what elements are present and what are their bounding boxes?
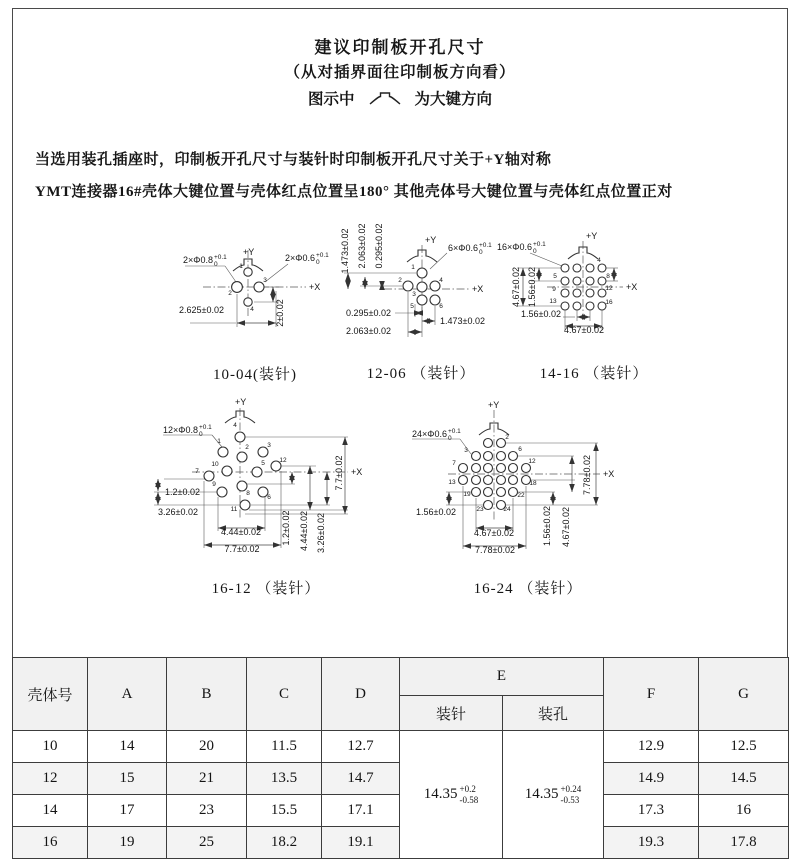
pin-hole (472, 464, 481, 473)
pin-hole (509, 452, 518, 461)
dimension-label: 12×Φ0.8 (163, 425, 198, 435)
dimension-label: +X (472, 284, 484, 294)
dimension-label: +X (603, 469, 615, 479)
dimension-label: 6 (267, 494, 271, 501)
pin-hole (497, 464, 506, 473)
pin-hole (586, 277, 594, 285)
pin-hole (573, 277, 581, 285)
pin-hole (561, 277, 569, 285)
dimension-label: 4.67±0.02 (561, 507, 571, 547)
page-title: 建议印制板开孔尺寸 (314, 38, 486, 57)
pin-hole (472, 452, 481, 461)
cell-c: 11.5 (247, 731, 322, 763)
pin-hole (417, 282, 427, 292)
cell-shell: 16 (13, 827, 88, 859)
pin-hole (497, 488, 506, 497)
dimension-label: 1.56±0.02 (527, 267, 537, 307)
col-header-f: F (604, 658, 699, 731)
dimension-label: 9 (212, 481, 216, 488)
diagram-16-12-pin-layout (140, 395, 400, 605)
diagram-caption: 12-06 （装针） (366, 366, 476, 382)
dimension-label: 0 (213, 261, 218, 268)
pin-hole (484, 488, 493, 497)
e-pin-tol-stack (460, 784, 479, 805)
legend-prefix: 图示中 (307, 91, 355, 108)
e-hole-tol-stack (560, 784, 581, 805)
dimension-label: +0.1 (198, 424, 212, 431)
dimension-label: 16×Φ0.6 (497, 242, 532, 252)
pin-hole (252, 467, 262, 477)
pin-hole (598, 277, 606, 285)
pin-hole (237, 452, 247, 462)
pin-hole (497, 439, 506, 448)
pin-hole (497, 476, 506, 485)
dimension-label: +X (309, 282, 321, 292)
dimension-label: 4 (597, 257, 601, 264)
note-key-position: YMT连接器16#壳体大键位置与壳体红点位置呈180° 其他壳体号大键位置与壳体红点位置正对 (35, 184, 673, 200)
diagram-caption: 10-04(装针) (213, 367, 297, 383)
col-header-a: A (88, 658, 167, 731)
pin-hole (509, 476, 518, 485)
pin-hole (598, 264, 606, 272)
pin-hole (484, 452, 493, 461)
dimension-label: 6 (439, 303, 443, 310)
cell-f: 12.9 (604, 731, 699, 763)
dimension-label: 1 (239, 263, 243, 270)
dimension-label: 2.063±0.02 (346, 326, 391, 336)
dimension-label: 1.473±0.02 (340, 228, 350, 274)
big-key-icon (368, 92, 402, 105)
cell-a: 17 (88, 795, 167, 827)
dimension-label: +0.1 (315, 252, 329, 259)
dimension-label: 5 (553, 273, 557, 280)
dimension-label: 0 (198, 431, 203, 438)
col-header-e-hole: 装孔 (503, 696, 604, 731)
pin-hole (561, 264, 569, 272)
pin-hole (586, 302, 594, 310)
dimension-label: 2×Φ0.8 (183, 255, 213, 265)
dimension-label: 3.26±0.02 (158, 507, 198, 517)
col-header-g: G (699, 658, 789, 731)
cell-shell: 10 (13, 731, 88, 763)
pin-hole (484, 464, 493, 473)
diagram-caption: 14-16 （装针） (539, 366, 649, 382)
dimension-label: 7 (452, 460, 456, 467)
dimension-label: +Y (243, 247, 255, 257)
dimension-label: 3.26±0.02 (316, 513, 326, 553)
cell-b: 23 (167, 795, 247, 827)
pin-hole (561, 289, 569, 297)
dimension-label: +0.1 (532, 241, 546, 248)
dimension-label: 0.295±0.02 (374, 223, 384, 269)
dimension-label: 12 (528, 458, 536, 465)
cell-f: 17.3 (604, 795, 699, 827)
dimension-label: 2±0.02 (275, 299, 285, 327)
cell-g: 14.5 (699, 763, 789, 795)
pin-hole (586, 289, 594, 297)
cell-a: 14 (88, 731, 167, 763)
pin-hole (232, 282, 243, 293)
dimension-label: 2 (228, 290, 232, 297)
construction-line (225, 266, 236, 282)
pin-hole (403, 281, 413, 291)
dimension-label: 13 (448, 479, 456, 486)
dimension-label: +0.1 (213, 254, 227, 261)
dimension-label: 3 (267, 442, 271, 449)
dimension-label: 13 (549, 298, 557, 305)
dimension-label: 9 (552, 286, 556, 293)
e-hole-main: 14.35 (524, 786, 559, 802)
pin-hole (472, 488, 481, 497)
e-hole-value (503, 731, 604, 859)
dimension-label: 7.78±0.02 (582, 455, 592, 495)
dimension-label: 1.2±0.02 (281, 510, 291, 546)
dimension-label: 1.56±0.02 (416, 507, 456, 517)
pin-hole (586, 264, 594, 272)
dimension-label: 3 (464, 447, 468, 454)
construction-line (265, 264, 288, 282)
col-header-d: D (322, 658, 400, 731)
e-pin-sub: -0.58 (459, 794, 479, 805)
diagram-16-24-pin-layout (400, 395, 680, 605)
dimension-label: 4 (250, 306, 254, 313)
col-header-e-pin: 装针 (400, 696, 503, 731)
shell-dimension-table-wrap (12, 657, 788, 859)
dimension-label: 12 (279, 457, 287, 464)
pin-hole (497, 452, 506, 461)
dimension-label: 12 (605, 285, 613, 292)
dimension-label: 8 (246, 490, 250, 497)
dimension-label: 1 (411, 264, 415, 271)
pin-hole (217, 487, 227, 497)
pin-hole (222, 466, 232, 476)
cell-b: 20 (167, 731, 247, 763)
dimension-label: 3 (412, 291, 416, 298)
dimension-label: 16 (605, 299, 613, 306)
dimension-label: +Y (586, 231, 598, 241)
key-direction-legend (0, 87, 800, 109)
dimension-label: 22 (517, 492, 525, 499)
dimension-label: 3 (263, 277, 267, 284)
e-pin-value (400, 731, 503, 859)
diagram-caption: 16-12 （装针） (211, 581, 321, 597)
dimension-label: 24×Φ0.6 (412, 429, 447, 439)
pin-hole (484, 501, 493, 510)
dimension-label: 7 (195, 468, 199, 475)
diagram-caption: 16-24 （装针） (473, 581, 583, 597)
cell-b: 21 (167, 763, 247, 795)
pin-hole (218, 447, 228, 457)
dimension-label: +0.1 (478, 242, 492, 249)
cell-d: 19.1 (322, 827, 400, 859)
pin-hole (244, 268, 252, 276)
pin-hole (417, 268, 427, 278)
dimension-label: 19 (463, 491, 471, 498)
dimension-label: 0 (447, 435, 452, 442)
dimension-label: +X (626, 282, 638, 292)
dimension-label: 11 (230, 506, 238, 513)
dimension-label: 1.473±0.02 (440, 316, 485, 326)
dimension-label: 6 (518, 446, 522, 453)
dimension-label: 4 (439, 277, 443, 284)
col-header-e: E (400, 658, 604, 696)
dimension-label: 0.295±0.02 (346, 308, 391, 318)
cell-b: 25 (167, 827, 247, 859)
cell-g: 17.8 (699, 827, 789, 859)
dimension-label: +Y (488, 400, 500, 410)
cell-c: 18.2 (247, 827, 322, 859)
cell-d: 17.1 (322, 795, 400, 827)
cell-c: 15.5 (247, 795, 322, 827)
pin-hole (484, 439, 493, 448)
legend-suffix: 为大键方向 (414, 91, 493, 108)
pin-hole (204, 471, 214, 481)
dimension-label: 4.44±0.02 (299, 511, 309, 551)
dimension-label: 0 (315, 259, 320, 266)
dimension-label: 2 (245, 444, 249, 451)
pin-hole (459, 464, 468, 473)
cell-c: 13.5 (247, 763, 322, 795)
cell-g: 12.5 (699, 731, 789, 763)
col-header-shell: 壳体号 (13, 658, 88, 731)
pin-hole (573, 302, 581, 310)
dimension-label: 0 (532, 248, 537, 255)
dimension-label: 7.78±0.02 (475, 545, 515, 555)
dimension-label: 1 (217, 438, 221, 445)
pin-hole (573, 289, 581, 297)
pin-hole (509, 464, 518, 473)
e-pin-main: 14.35 (423, 786, 458, 802)
dimension-label: 1.2±0.02 (165, 487, 200, 497)
dimension-label: 1.56±0.02 (521, 309, 561, 319)
dimension-label: 2 (505, 434, 509, 441)
e-pin-sup: +0.2 (459, 784, 476, 795)
note-symmetry: 当选用装孔插座时，印制板开孔尺寸与装针时印制板开孔尺寸关于+Y轴对称 (35, 152, 552, 168)
dimension-label: 2.625±0.02 (179, 305, 224, 315)
pin-hole (561, 302, 569, 310)
dimension-label: 7.7±0.02 (224, 544, 260, 554)
dimension-label: 2.063±0.02 (357, 223, 367, 269)
e-hole-sub: -0.53 (560, 794, 580, 805)
dimension-label: 4.67±0.02 (564, 325, 604, 335)
e-pin-tolerance-value (424, 784, 479, 805)
cell-f: 19.3 (604, 827, 699, 859)
dimension-label: 4 (233, 422, 237, 429)
dimension-label: 4.67±0.02 (474, 528, 514, 538)
dimension-label: 6×Φ0.6 (448, 243, 478, 253)
dimension-label: 23 (476, 506, 484, 513)
e-hole-tolerance-value (525, 784, 582, 805)
page-subtitle: （从对插界面往印制板方向看） (284, 64, 516, 81)
dimension-label: +X (351, 467, 363, 477)
dimension-label: 0 (478, 249, 483, 256)
pin-hole (417, 295, 427, 305)
cell-a: 15 (88, 763, 167, 795)
dimension-label: +Y (235, 397, 247, 407)
dimension-label: 24 (503, 506, 511, 513)
pin-hole (573, 264, 581, 272)
e-hole-sup: +0.24 (560, 784, 582, 795)
pin-hole (459, 476, 468, 485)
dimension-label: 10 (211, 461, 219, 468)
cell-d: 12.7 (322, 731, 400, 763)
cell-g: 16 (699, 795, 789, 827)
col-header-b: B (167, 658, 247, 731)
dimension-label: 1.56±0.02 (542, 506, 552, 546)
pin-hole (240, 500, 250, 510)
dimension-label: 5 (410, 303, 414, 310)
dimension-label: 4.67±0.02 (511, 267, 521, 307)
pin-hole (484, 476, 493, 485)
cell-shell: 12 (13, 763, 88, 795)
cell-f: 14.9 (604, 763, 699, 795)
pin-hole (472, 476, 481, 485)
col-header-c: C (247, 658, 322, 731)
construction-line (430, 253, 447, 269)
dimension-label: 4.44±0.02 (221, 527, 261, 537)
cell-a: 19 (88, 827, 167, 859)
pin-hole (509, 488, 518, 497)
dimension-label: 5 (261, 460, 265, 467)
dimension-label: 8 (606, 273, 610, 280)
dimension-label: 2 (398, 277, 402, 284)
diagram-14-16-pin-layout (490, 225, 710, 395)
dimension-label: +Y (425, 235, 437, 245)
dimension-label: 7.7±0.02 (334, 455, 344, 491)
cell-d: 14.7 (322, 763, 400, 795)
pin-hole (235, 432, 245, 442)
dimension-label: 18 (529, 480, 537, 487)
dimension-label: +0.1 (447, 428, 461, 435)
table-row-shell-10 (13, 731, 789, 763)
dimension-label: 2×Φ0.6 (285, 253, 315, 263)
shell-dimension-table (12, 657, 789, 859)
cell-shell: 14 (13, 795, 88, 827)
pin-hole (244, 298, 252, 306)
